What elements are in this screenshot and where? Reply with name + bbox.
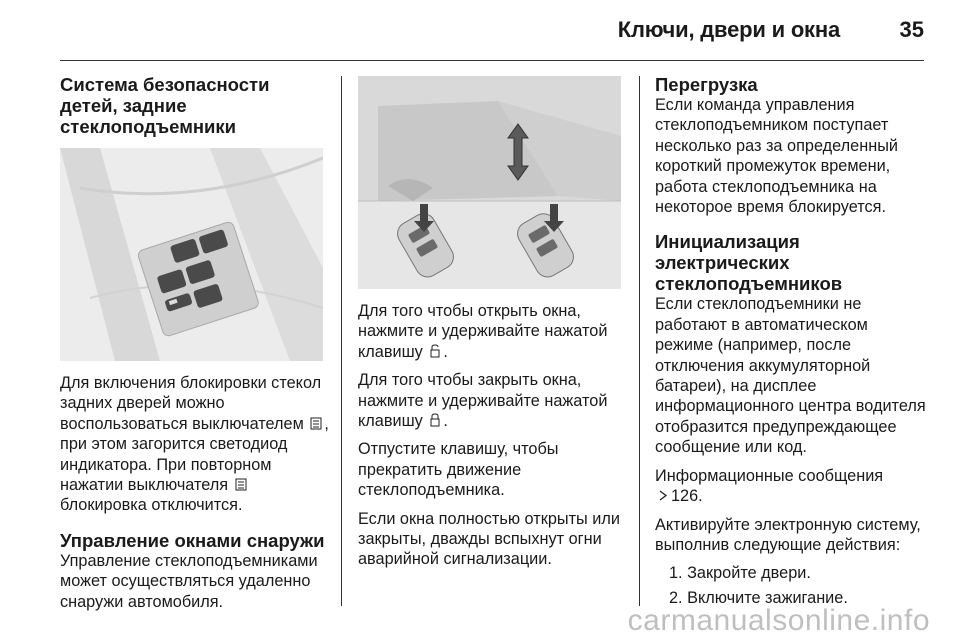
page-reference-link[interactable]: 126: [671, 487, 699, 506]
release-key-paragraph: Отпустите клавишу, чтобы прекратить движение стеклоподъемника.: [358, 440, 559, 500]
section-heading: Перегрузка: [655, 74, 758, 95]
page-title: Ключи, двери и окна: [617, 17, 840, 42]
info-messages-reference: Информационные сообщения 126.: [655, 466, 884, 506]
para-text-1: Для включения блокировки стекол задних дверей можно воспользоваться выключателем: [60, 374, 322, 433]
child-lock-paragraph: Для включения блокировки стекол задних дверей можно воспользоваться выключателем , при этом загорится светодиод индикатора. При повторном нажатии выключателя блокировка отключится.: [60, 374, 329, 515]
remote-control-paragraph: Управление стеклоподъемниками может осуществляться удаленно снаружи автомобиля.: [60, 551, 318, 611]
column-divider: [639, 76, 640, 606]
page-number: 35: [899, 17, 924, 42]
header-rule: [60, 60, 924, 61]
page-header: [0, 0, 960, 60]
page-reference-arrow-icon: [657, 487, 669, 500]
activate-system-paragraph: Активируйте электронную систему, выполнив следующие действия:: [655, 515, 921, 554]
unlock-key-icon: [429, 343, 441, 356]
section-heading: Инициализация электрических стеклоподъемников: [655, 231, 843, 295]
hazard-lights-paragraph: Если окна полностью открыты или закрыты, дважды вспыхнут огни аварийной сигнализации.: [358, 509, 620, 569]
window-remote-figure: [358, 76, 621, 289]
child-lock-switch-icon: [310, 415, 322, 428]
child-lock-switch-icon: [235, 476, 247, 489]
list-item: 2. Включите зажигание.: [669, 588, 848, 607]
section-heading: Система безопасности детей, задние стеклоподъемники: [60, 74, 270, 137]
column-divider: [341, 76, 342, 606]
column-1: [60, 74, 330, 620]
initialization-paragraph: Если стеклоподъемники не работают в автоматическом режиме (например, после отключения аккумуляторной батареи), на дисплее информационного центра водителя отобразится предупреждающее сообщение или код.: [655, 295, 926, 457]
overload-paragraph: Если команда управления стеклоподъемником поступает несколько раз за определенный короткий промежуток времени, работа стеклоподъемника на некоторое время блокируется.: [655, 96, 898, 217]
close-windows-paragraph: Для того чтобы закрыть окна, нажмите и удерживайте нажатой клавишу .: [358, 371, 608, 431]
window-switch-figure: [60, 148, 323, 361]
lock-key-icon: [429, 412, 441, 425]
section-heading: Управление окнами снаружи: [60, 529, 325, 551]
column-2: [358, 76, 628, 578]
watermark: carmanualsonline.info: [627, 604, 930, 637]
list-item: 1. Закройте двери.: [669, 564, 811, 583]
column-3: [655, 74, 930, 612]
open-windows-paragraph: Для того чтобы открыть окна, нажмите и удерживайте нажатой клавишу .: [358, 302, 608, 361]
steps-list: [655, 563, 930, 608]
